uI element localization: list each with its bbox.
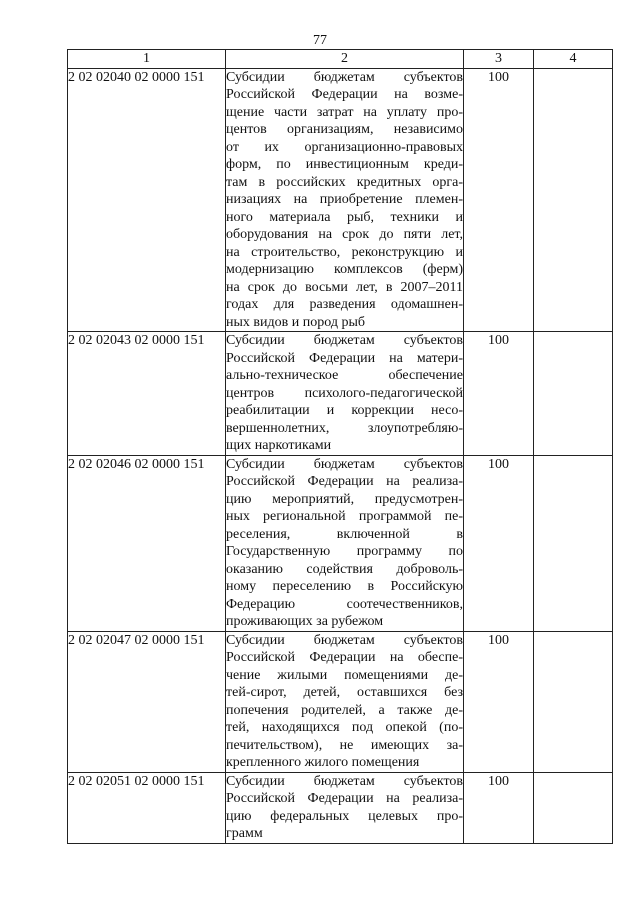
header-row <box>68 50 613 69</box>
amount-value: 100 <box>488 456 509 472</box>
description-cell <box>226 68 464 332</box>
description-line: низациях на приобретение племен- <box>226 192 463 207</box>
table-row <box>68 772 613 843</box>
description-line: попечения родителей, а также де- <box>226 702 463 718</box>
amount-cell <box>464 772 534 843</box>
description-line: проживающих за рубежом <box>226 614 384 629</box>
budget-code-cell: 2 02 02043 02 0000 151 <box>68 332 226 456</box>
column-4-cell <box>534 455 613 631</box>
description-line: ному переселению в Российскую <box>226 579 463 594</box>
description-line: крепленного жилого помещения <box>226 755 420 770</box>
description-line: щих наркотиками <box>226 438 332 453</box>
description-line: вершеннолетних, злоупотребляю- <box>226 420 463 436</box>
description-line: на строительство, реконструкцию и <box>226 244 463 260</box>
header-col-4: 4 <box>534 50 613 69</box>
description-line: ально-техническое обеспечение <box>226 368 463 383</box>
column-4-cell <box>534 68 613 332</box>
description-cell <box>226 332 464 456</box>
description-line: на срок до восьми лет, в 2007–2011 <box>226 279 463 295</box>
description-line: центров психолого-педагогической <box>226 385 463 401</box>
description-line: годах для разведения одомашнен- <box>226 297 463 312</box>
budget-code-cell: 2 02 02040 02 0000 151 <box>68 68 226 332</box>
description-line: реселения, включенной в <box>226 526 463 542</box>
description-line: Государственную программу по <box>226 544 463 559</box>
description-line: ного материала рыб, техники и <box>226 209 463 225</box>
amount-cell <box>464 332 534 456</box>
amount-value: 100 <box>488 333 509 348</box>
budget-code-cell: 2 02 02051 02 0000 151 <box>68 772 226 843</box>
description-line: цию мероприятий, предусмотрен- <box>226 491 463 507</box>
header-col-3: 3 <box>464 50 534 69</box>
description-line: Субсидии бюджетам субъектов <box>226 632 463 648</box>
description-line: грамм <box>226 826 263 841</box>
description-line: Субсидии бюджетам субъектов <box>226 69 463 85</box>
description-line: там в российских кредитных орга- <box>226 174 463 190</box>
description-line: центов организациям, независимо <box>226 122 463 137</box>
header-col-1: 1 <box>68 50 226 69</box>
description-line: цию федеральных целевых про- <box>226 808 463 824</box>
description-line: Российской Федерации на реализа- <box>226 791 463 806</box>
table-row <box>68 332 613 456</box>
amount-cell <box>464 68 534 332</box>
description-line: реабилитации и коррекции несо- <box>226 403 463 418</box>
table-row <box>68 455 613 631</box>
description-line: Субсидии бюджетам субъектов <box>226 773 463 789</box>
budget-code-cell: 2 02 02046 02 0000 151 <box>68 455 226 631</box>
description-line: от их организационно-правовых <box>226 139 463 155</box>
description-line: Российской Федерации на возме- <box>226 87 463 102</box>
budget-table <box>67 49 613 844</box>
amount-value: 100 <box>488 773 509 789</box>
description-line: Российской Федерации на реализа- <box>226 474 463 489</box>
description-line: оборудования на срок до пяти лет, <box>226 227 463 242</box>
header-col-2: 2 <box>226 50 464 69</box>
column-4-cell <box>534 631 613 772</box>
description-line: форм, по инвестиционным креди- <box>226 157 463 172</box>
description-line: Российской Федерации на обеспе- <box>226 650 463 665</box>
amount-cell <box>464 455 534 631</box>
description-line: Федерацию соотечественников, <box>226 596 463 612</box>
table-row <box>68 631 613 772</box>
column-4-cell <box>534 772 613 843</box>
description-line: чение жилыми помещениями де- <box>226 667 463 683</box>
budget-code-cell: 2 02 02047 02 0000 151 <box>68 631 226 772</box>
amount-value: 100 <box>488 69 509 85</box>
description-line: тей, находящихся под опекой (по- <box>226 720 463 735</box>
description-cell <box>226 455 464 631</box>
description-line: Субсидии бюджетам субъектов <box>226 456 463 472</box>
amount-value: 100 <box>488 632 509 648</box>
description-line: печительством), не имеющих за- <box>226 737 463 753</box>
description-cell <box>226 772 464 843</box>
description-line: ных видов и пород рыб <box>226 314 365 330</box>
description-line: Российской Федерации на матери- <box>226 350 463 366</box>
amount-cell <box>464 631 534 772</box>
page-number: 77 <box>313 33 327 48</box>
description-line: ных региональной программой пе- <box>226 509 463 524</box>
table-body <box>68 50 613 844</box>
description-line: тей-сирот, детей, оставшихся без <box>226 685 463 700</box>
description-line: оказанию содействия доброволь- <box>226 561 463 577</box>
description-cell <box>226 631 464 772</box>
description-line: модернизацию комплексов (ферм) <box>226 262 463 277</box>
description-line: щение части затрат на уплату про- <box>226 104 463 120</box>
column-4-cell <box>534 332 613 456</box>
description-line: Субсидии бюджетам субъектов <box>226 333 463 348</box>
table-row <box>68 68 613 332</box>
